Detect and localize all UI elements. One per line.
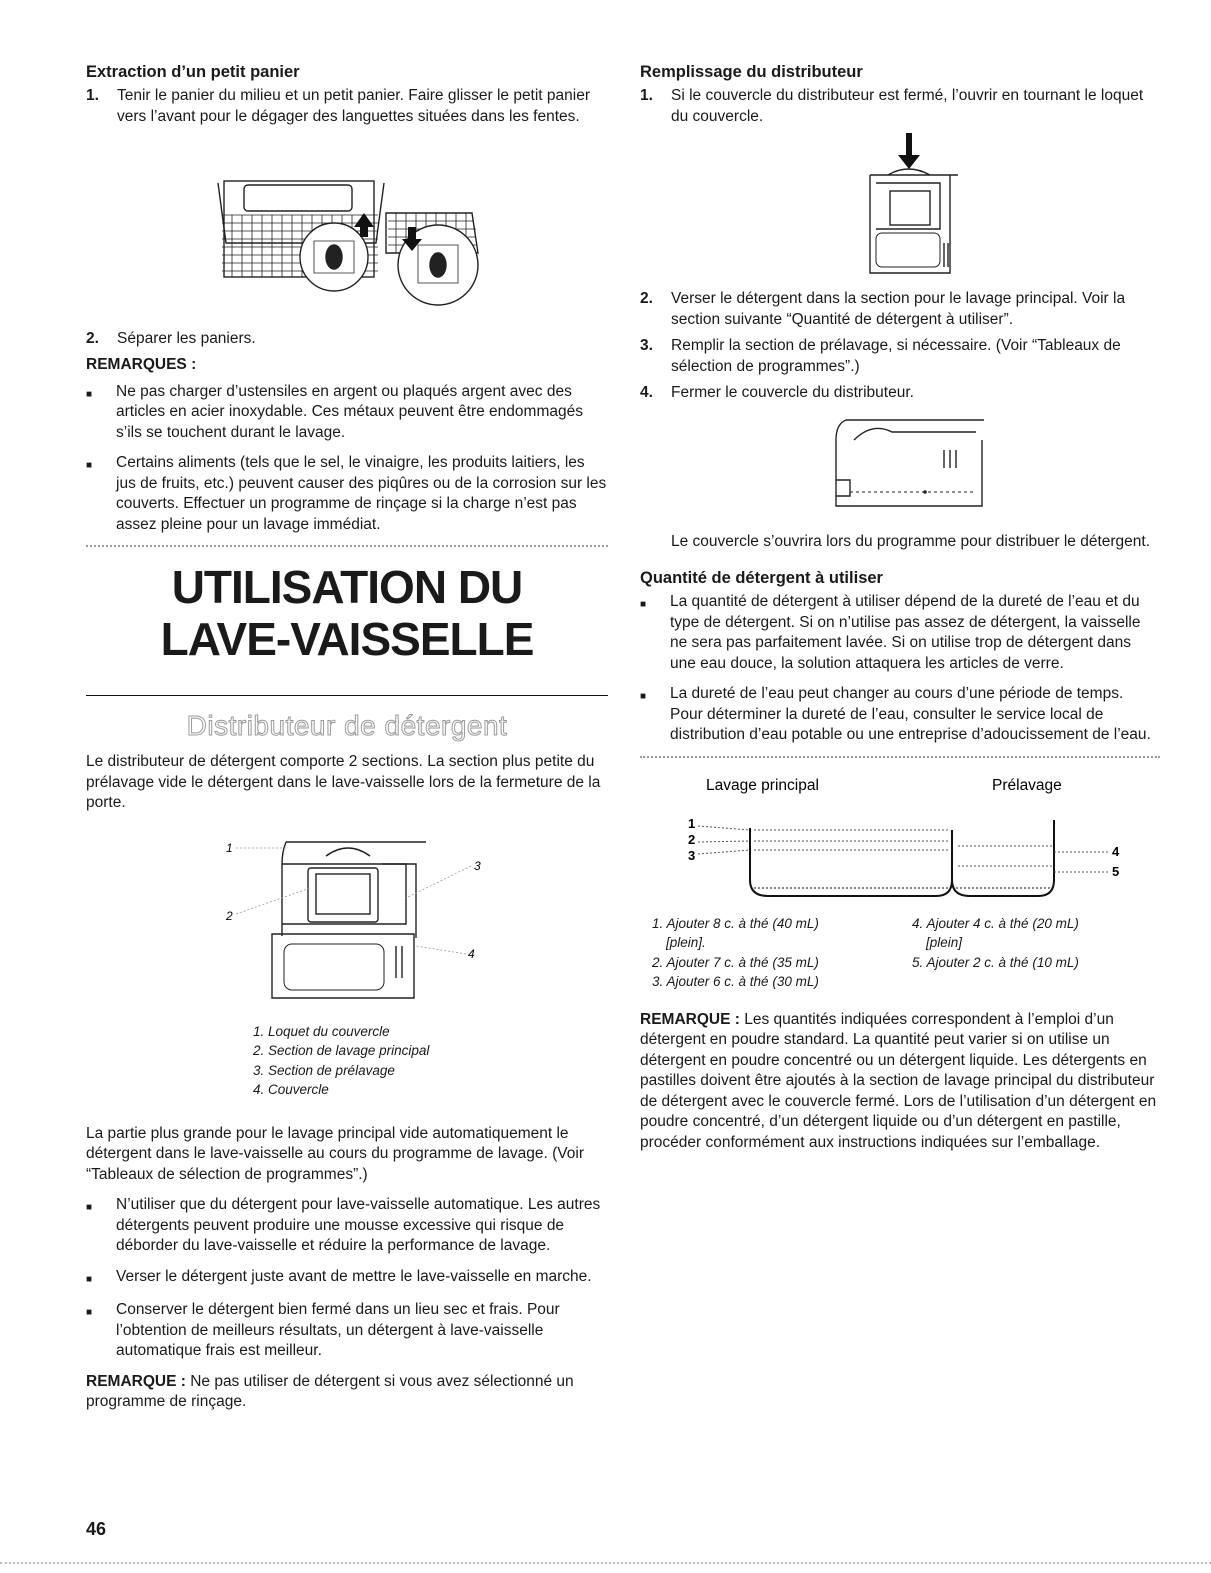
step-2: [640, 289, 1160, 330]
bullet-item: [86, 382, 608, 444]
step-2: [86, 329, 608, 350]
closed-dispenser-illustration: [640, 410, 1160, 522]
bullet-text: La quantité de détergent à utiliser dépend de la dureté de l’eau et du type de détergent. Si on n’utilise pas assez de détergent, la vaisselle ne sera pas parfaitement lavée. Si on utilise trop de détergent dans une eau douce, la solution attaquera les articles de verre.: [670, 593, 1141, 672]
right-column: [640, 62, 1160, 1153]
legend-item: 1. Loquet du couvercle: [253, 1023, 390, 1039]
remarque-text: Les quantités indiquées correspondent à l’emploi d’un détergent en poudre standard. La quantité peut varier si on utilise un détergent en poudre concentré ou un détergent liquide. Les détergents en pastilles doivent être ajoutés à la section de lavage principal du distributeur de détergent avec le couvercle fermé. Lors de l’utilisation d’un détergent en poudre concentré, d’un détergent liquide ou d’un détergent en pastille, procéder conformément aux instructions indiquées sur l’emballage.: [640, 1010, 1157, 1151]
bullet-square-icon: ■: [86, 1202, 93, 1213]
lid-note-text: Le couvercle s’ouvrira lors du programme pour distribuer le détergent.: [671, 532, 1151, 550]
main-wash-label: Lavage principal: [706, 776, 819, 794]
bullet-square-icon: ■: [86, 460, 93, 471]
step-text: Verser le détergent dans la section pour le lavage principal. Voir la section suivante “Quantité de détergent à utiliser”.: [671, 290, 1126, 328]
bullet-text: N’utiliser que du détergent pour lave-vaisselle automatique. Les autres détergents peuvent produire une mousse excessive qui risque de déborder du lave-vaisselle et réduire la performance de lavage.: [116, 1196, 601, 1254]
title-rule: [86, 695, 608, 696]
section-heading-extraction: Extraction d’un petit panier: [86, 63, 300, 81]
dispenser-diagram: [86, 828, 608, 1008]
level-5: 5: [1112, 863, 1120, 879]
chapter-title-line-1: UTILISATION DU: [171, 561, 523, 613]
level-1: 1: [688, 815, 696, 831]
step-text: Séparer les paniers.: [117, 330, 256, 347]
bullet-text: Verser le détergent juste avant de mettre le lave-vaisselle en marche.: [116, 1267, 592, 1285]
step-4: [640, 383, 1160, 404]
legend-item: 2. Ajouter 7 c. à thé (35 mL): [652, 954, 819, 970]
callout-4: 4: [468, 946, 475, 961]
legend-item: [plein]: [926, 935, 963, 950]
bullet-text: Ne pas charger d’ustensiles en argent ou plaqués argent avec des articles en acier inoxydable. Ces métaux peuvent être endommagés s’ils se touchent durant le lavage.: [116, 382, 583, 441]
bullet-item: [86, 453, 608, 535]
bullet-item: [640, 684, 1160, 746]
main-wash-paragraph: La partie plus grande pour le lavage principal vide automatiquement le détergent dans le lave-vaisselle au cours du programme de lavage. (Voir “Tableaux de sélection de programmes”.): [86, 1124, 584, 1183]
legend-left: [652, 914, 912, 992]
callout-1: 1: [226, 840, 233, 855]
legend-item: 5. Ajouter 2 c. à thé (10 mL): [912, 954, 1079, 970]
section-heading-remplissage: Remplissage du distributeur: [640, 63, 863, 81]
step-1: [640, 86, 1160, 127]
bullet-item: [86, 1267, 608, 1291]
bullet-square-icon: ■: [86, 388, 93, 400]
prewash-label: Prélavage: [992, 776, 1062, 794]
legend-right: [912, 914, 1079, 992]
lid-note: [640, 532, 1160, 553]
remarque-label: REMARQUE :: [640, 1010, 740, 1028]
intro-paragraph: Le distributeur de détergent comporte 2 sections. La section plus petite du prélavage vide le détergent dans le lave-vaisselle lors de la fermeture de la porte.: [86, 753, 601, 811]
step-number: 2.: [86, 330, 99, 347]
step-number: 1.: [640, 87, 653, 104]
bullet-text: Certains aliments (tels que le sel, le vinaigre, les produits laitiers, les jus de fruits, etc.) peuvent causer des piqûres ou de la corrosion sur les couverts. Effectuer un programme de rinçage si la charge n’est pas assez pleine pour un lavage immédiat.: [116, 454, 607, 533]
detergent-fill-levels-diagram: [640, 768, 1160, 914]
bullet-text: La dureté de l’eau peut changer au cours d’une période de temps. Pour déterminer la dureté de l’eau, consulter le service local de distribution d’eau potable ou une entreprise d’adoucissement de l’eau.: [670, 685, 1151, 743]
step-text: Fermer le couvercle du distributeur.: [671, 384, 914, 401]
level-4: 4: [1112, 843, 1120, 859]
bullet-item: [86, 1195, 608, 1257]
step-text: Si le couvercle du distributeur est fermé, l’ouvrir en tournant le loquet du couvercle.: [671, 87, 1144, 125]
legend-item: 3. Section de prélavage: [253, 1062, 395, 1078]
dotted-divider: [640, 756, 1160, 758]
legend-item: [plein].: [666, 935, 706, 950]
basket-illustration: [86, 133, 608, 323]
level-3: 3: [688, 847, 696, 863]
remarque-label: REMARQUE :: [86, 1372, 186, 1390]
fill-levels-legend: [652, 914, 1160, 992]
step-3: [640, 336, 1160, 377]
bullet-square-icon: ■: [640, 599, 647, 610]
remarque-rinse: [86, 1372, 608, 1413]
left-column: [86, 62, 608, 1413]
chapter-title-line-2: LAVE-VAISSELLE: [160, 613, 534, 665]
step-1: [86, 86, 608, 127]
step-text: Remplir la section de prélavage, si nécessaire. (Voir “Tableaux de sélection de programmes”.): [671, 337, 1121, 375]
step-number: 4.: [640, 384, 653, 401]
bullet-square-icon: ■: [640, 691, 647, 702]
legend-item: 4. Ajouter 4 c. à thé (20 mL): [912, 915, 1079, 931]
bullet-item: [640, 592, 1160, 674]
bullet-text: Conserver le détergent bien fermé dans un lieu sec et frais. Pour l’obtention de meilleurs résultats, un détergent à lave-vaisselle automatique frais est meilleur.: [116, 1301, 560, 1359]
page-number: 46: [86, 1519, 107, 1539]
dotted-divider: [86, 545, 608, 547]
bottom-edge-dots: [0, 1562, 1211, 1564]
legend-item: 3. Ajouter 6 c. à thé (30 mL): [652, 974, 819, 989]
dispenser-legend: [253, 1022, 608, 1100]
remarques-heading: REMARQUES :: [86, 355, 197, 373]
section-subtitle: Distributeur de détergent: [186, 710, 508, 741]
step-number: 1.: [86, 87, 99, 104]
step-number: 2.: [640, 290, 653, 307]
level-2: 2: [688, 831, 696, 847]
bullet-square-icon: ■: [86, 1273, 93, 1285]
bullet-square-icon: ■: [86, 1307, 93, 1318]
bullet-item: [86, 1300, 608, 1362]
dispenser-latch-illustration: [640, 133, 1160, 283]
remarque-quantities: [640, 1010, 1160, 1154]
legend-item: 1. Ajouter 8 c. à thé (40 mL): [652, 915, 819, 931]
section-heading-quantite: Quantité de détergent à utiliser: [640, 569, 883, 587]
step-text: Tenir le panier du milieu et un petit panier. Faire glisser le petit panier vers l’avant pour le dégager des languettes situées dans les fentes.: [117, 87, 591, 125]
callout-3: 3: [474, 858, 481, 873]
legend-item: 4. Couvercle: [253, 1082, 329, 1097]
legend-item: 2. Section de lavage principal: [253, 1043, 430, 1058]
callout-2: 2: [226, 908, 233, 923]
chapter-title: [86, 561, 608, 665]
step-number: 3.: [640, 337, 653, 354]
remarque-text: Ne pas utiliser de détergent si vous avez sélectionné un programme de rinçage.: [86, 1372, 574, 1410]
